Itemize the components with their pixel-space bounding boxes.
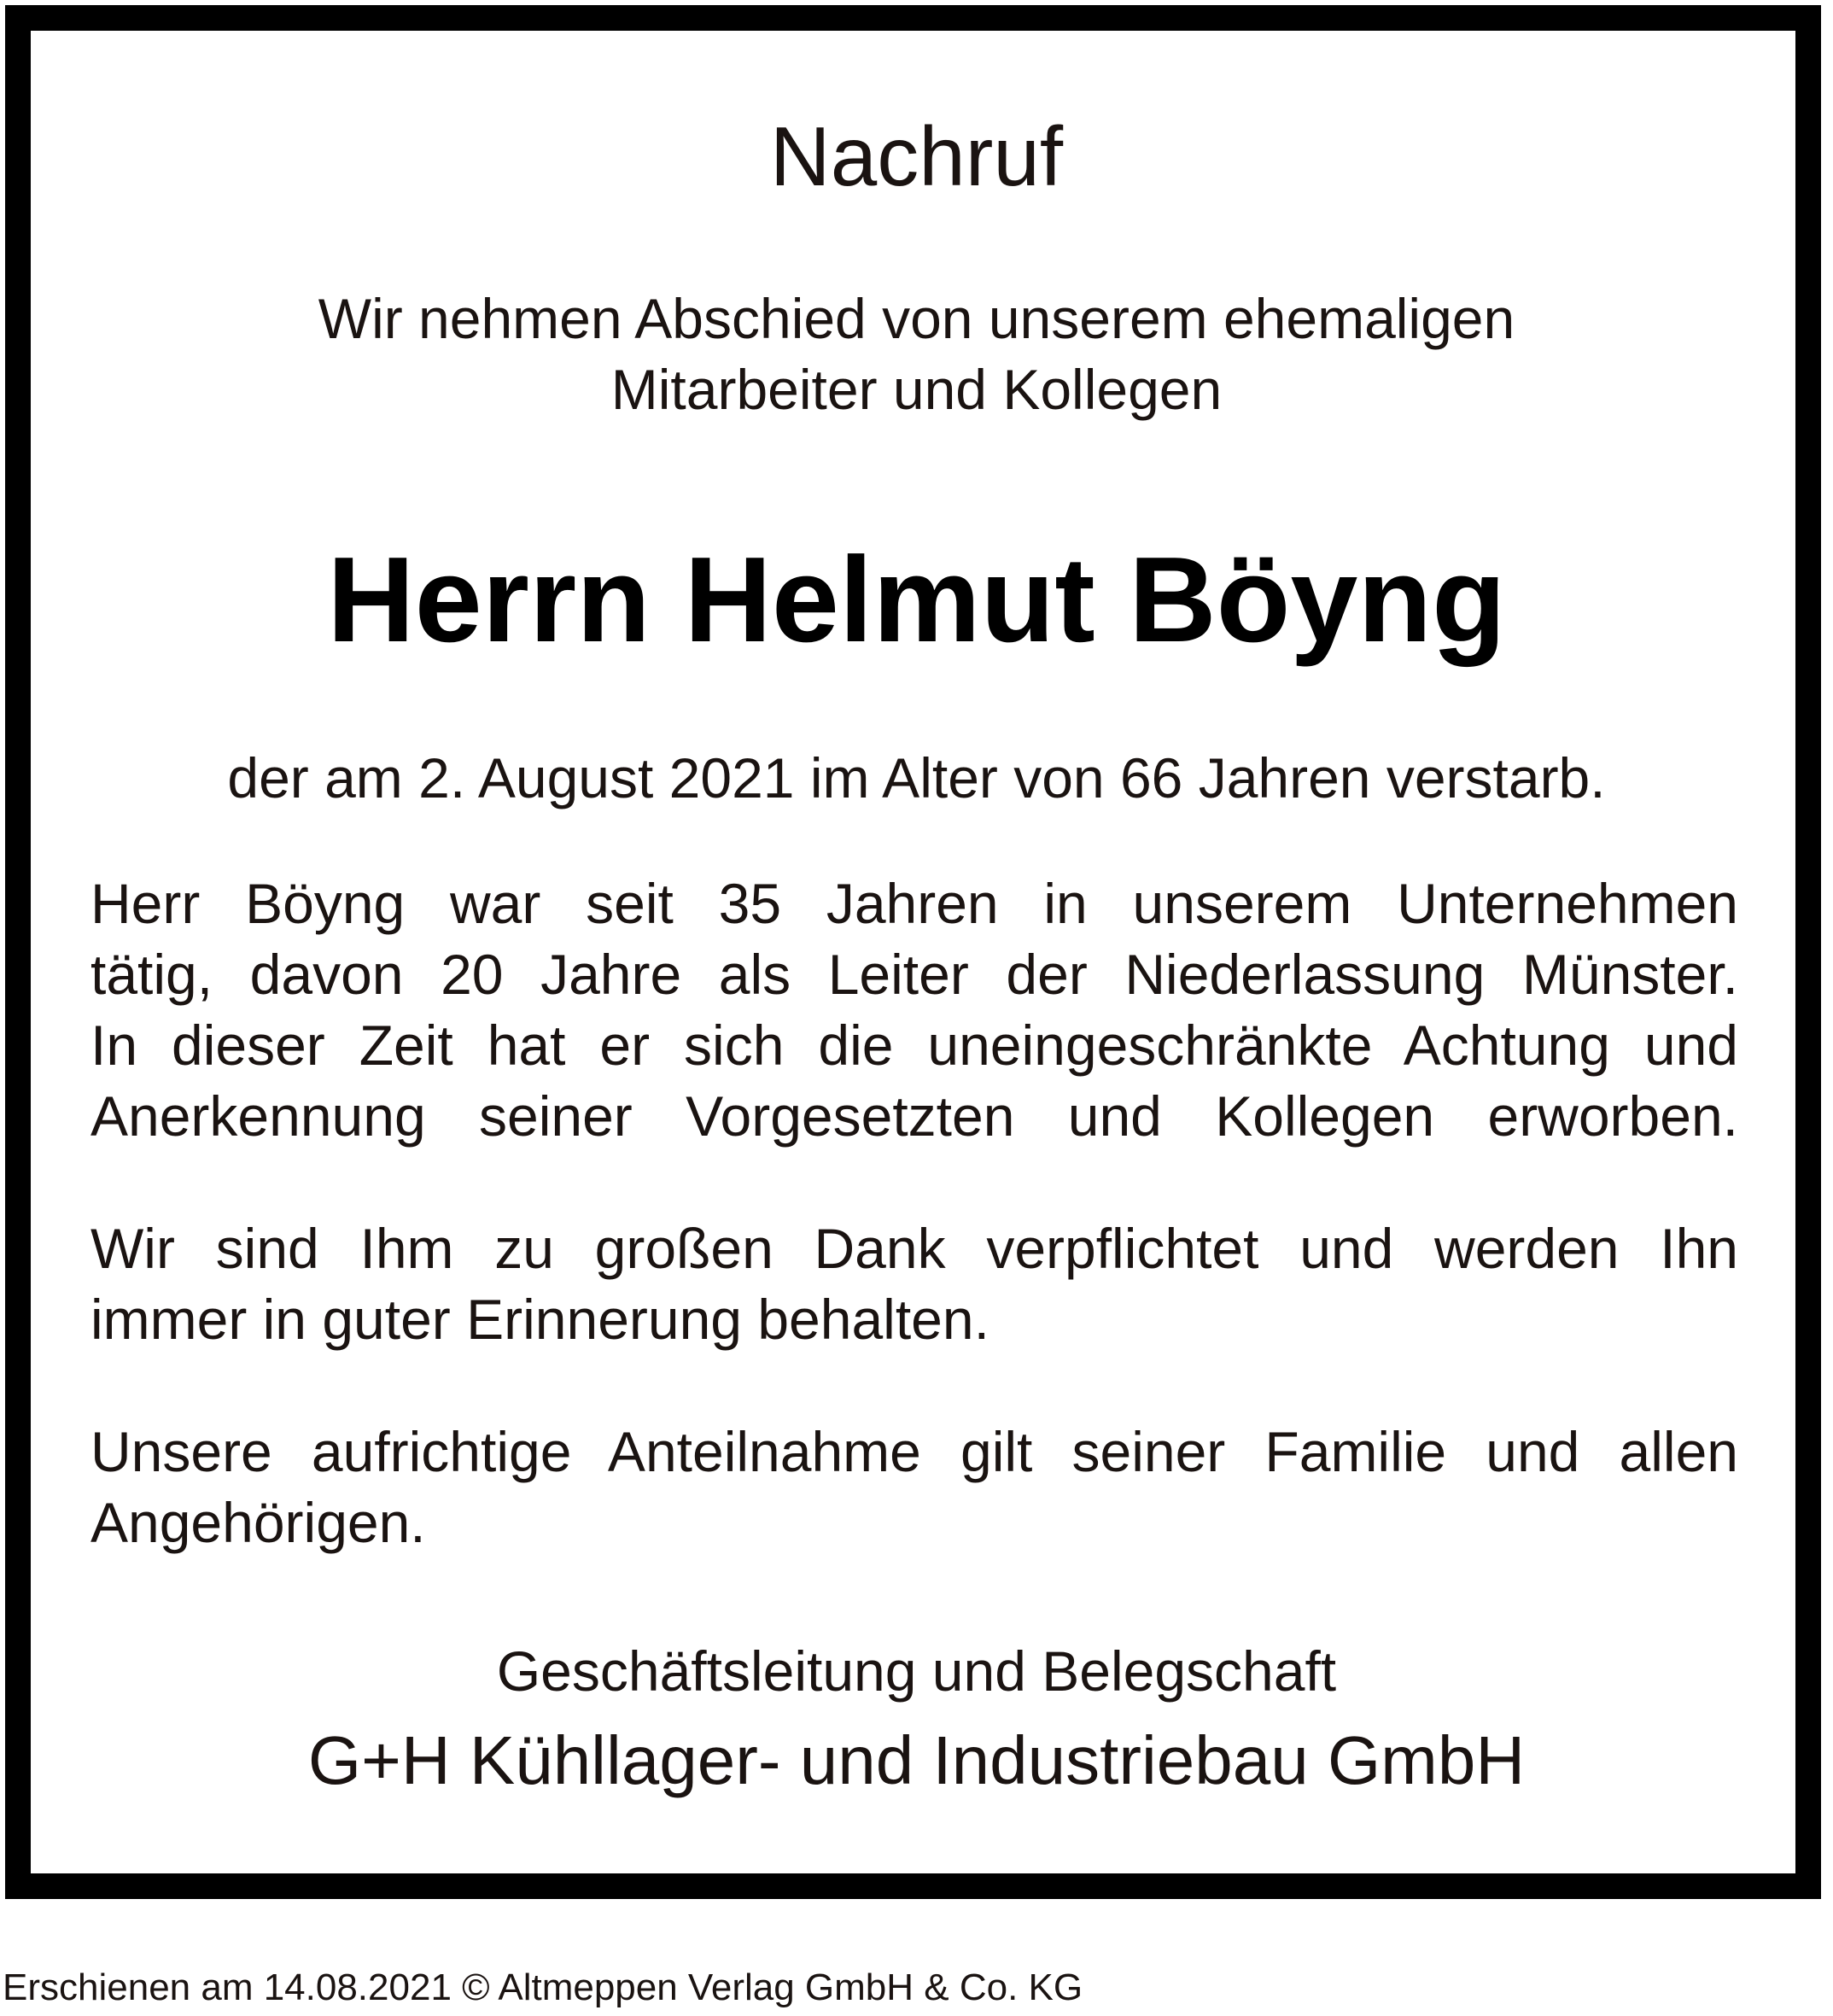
paragraph-line: Wir sind Ihm zu großen Dank verpflichtet und werden Ihn bbox=[90, 1217, 1738, 1280]
paragraph-line: Herr Böyng war seit 35 Jahren in unserem Unternehmen bbox=[90, 872, 1738, 935]
signature-company: G+H Kühllager- und Industriebau GmbH bbox=[307, 1722, 1526, 1798]
paragraph-line: In dieser Zeit hat er sich die uneingeschränkte Achtung und bbox=[90, 1014, 1738, 1077]
paragraph-line: Unsere aufrichtige Anteilnahme gilt seiner Familie und allen bbox=[90, 1420, 1738, 1483]
deceased-name: Herrn Helmut Böyng bbox=[327, 532, 1506, 668]
paragraph-line: Anerkennung seiner Vorgesetzten und Kollegen erworben. bbox=[90, 1084, 1738, 1148]
notice-heading: Nachruf bbox=[769, 109, 1064, 203]
paragraph-line: Angehörigen. bbox=[90, 1491, 426, 1554]
intro-line: Mitarbeiter und Kollegen bbox=[610, 358, 1223, 421]
paragraph-line: tätig, davon 20 Jahre als Leiter der Niederlassung Münster. bbox=[90, 943, 1738, 1006]
death-date-line: der am 2. August 2021 im Alter von 66 Jahren verstarb. bbox=[227, 746, 1606, 809]
publication-note: Erschienen am 14.08.2021 © Altmeppen Verlag GmbH & Co. KG bbox=[3, 1966, 1083, 2008]
paragraph-line: immer in guter Erinnerung behalten. bbox=[90, 1288, 989, 1351]
signature-group: Geschäftsleitung und Belegschaft bbox=[496, 1639, 1337, 1703]
intro-line: Wir nehmen Abschied von unserem ehemaligen bbox=[318, 287, 1515, 350]
